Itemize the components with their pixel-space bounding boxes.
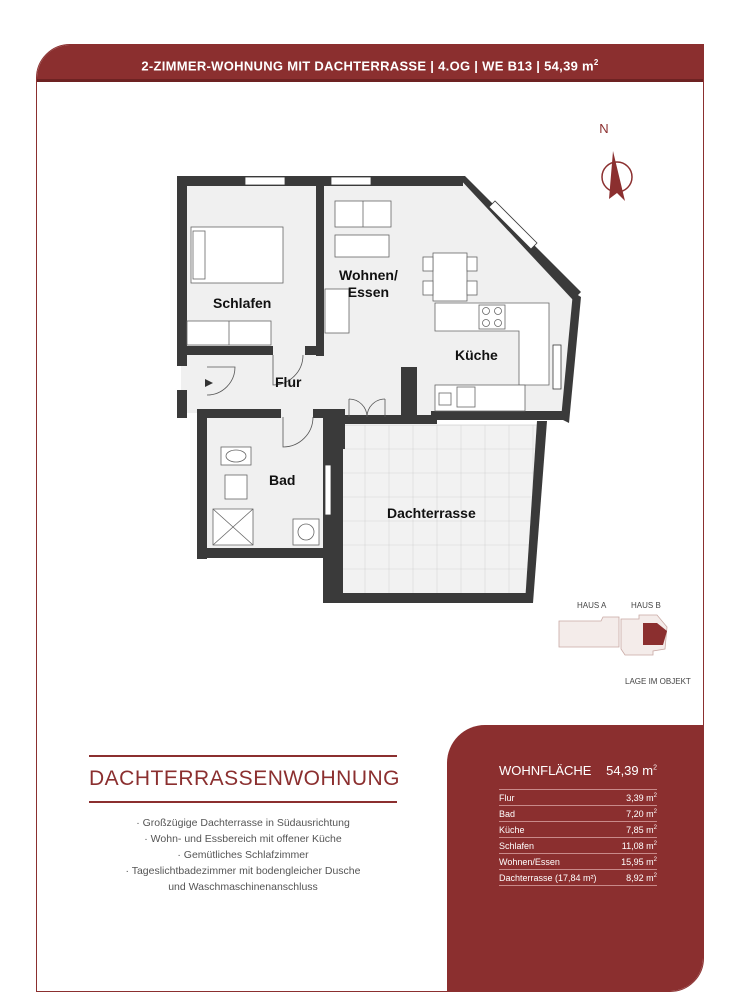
- area-row: Dachterrasse (17,84 m²) 8,92 $m^2$: [499, 870, 657, 886]
- north-label: N: [599, 121, 609, 136]
- compass-rose-icon: [597, 135, 647, 215]
- section-title: DACHTERRASSENWOHNUNG: [89, 755, 397, 803]
- room-label-schlafen: Schlafen: [213, 295, 272, 311]
- compass: [597, 121, 647, 211]
- building-outline: [557, 613, 687, 673]
- haus-a-label: HAUS A: [577, 601, 607, 610]
- feature-item: · Großzügige Dachterrasse in Südausrichtung: [136, 817, 350, 829]
- area-row: Bad 7,20 $m^2$: [499, 806, 657, 822]
- feature-item: · Tageslichtbadezimmer mit bodengleicher Dusche: [125, 865, 361, 877]
- room-label-flur: Flur: [275, 374, 302, 390]
- area-panel: [447, 725, 704, 992]
- feature-item: · Gemütliches Schlafzimmer: [177, 849, 309, 861]
- room-label-dachterrasse: Dachterrasse: [387, 505, 476, 521]
- feature-list: [89, 815, 397, 895]
- area-table: [499, 789, 657, 886]
- area-heading-label: WOHNFLÄCHE: [499, 763, 592, 778]
- area-row: Küche 7,85 $m^2$: [499, 822, 657, 838]
- area-heading: [499, 763, 657, 783]
- area-row: Wohnen/Essen 15,95 $m^2$: [499, 854, 657, 870]
- location-caption: LAGE IM OBJEKT: [625, 677, 691, 686]
- room-label-wohnen: Wohnen/ Essen: [339, 267, 398, 300]
- haus-b-label: HAUS B: [631, 601, 661, 610]
- area-total: 54,39 $m^2$: [606, 763, 657, 778]
- area-row: Flur 3,39 $m^2$: [499, 790, 657, 806]
- expose-card: [36, 44, 704, 992]
- location-map: [557, 601, 691, 691]
- header-title: 2-ZIMMER-WOHNUNG MIT DACHTERRASSE | 4.OG | WE B13 | 54,39 $m^2$: [141, 58, 599, 74]
- room-label-kueche: Küche: [455, 347, 498, 363]
- feature-item: und Waschmaschinenanschluss: [168, 881, 318, 893]
- feature-item: · Wohn- und Essbereich mit offener Küche: [144, 833, 342, 845]
- room-label-bad: Bad: [269, 472, 296, 488]
- area-row: Schlafen 11,08 $m^2$: [499, 838, 657, 854]
